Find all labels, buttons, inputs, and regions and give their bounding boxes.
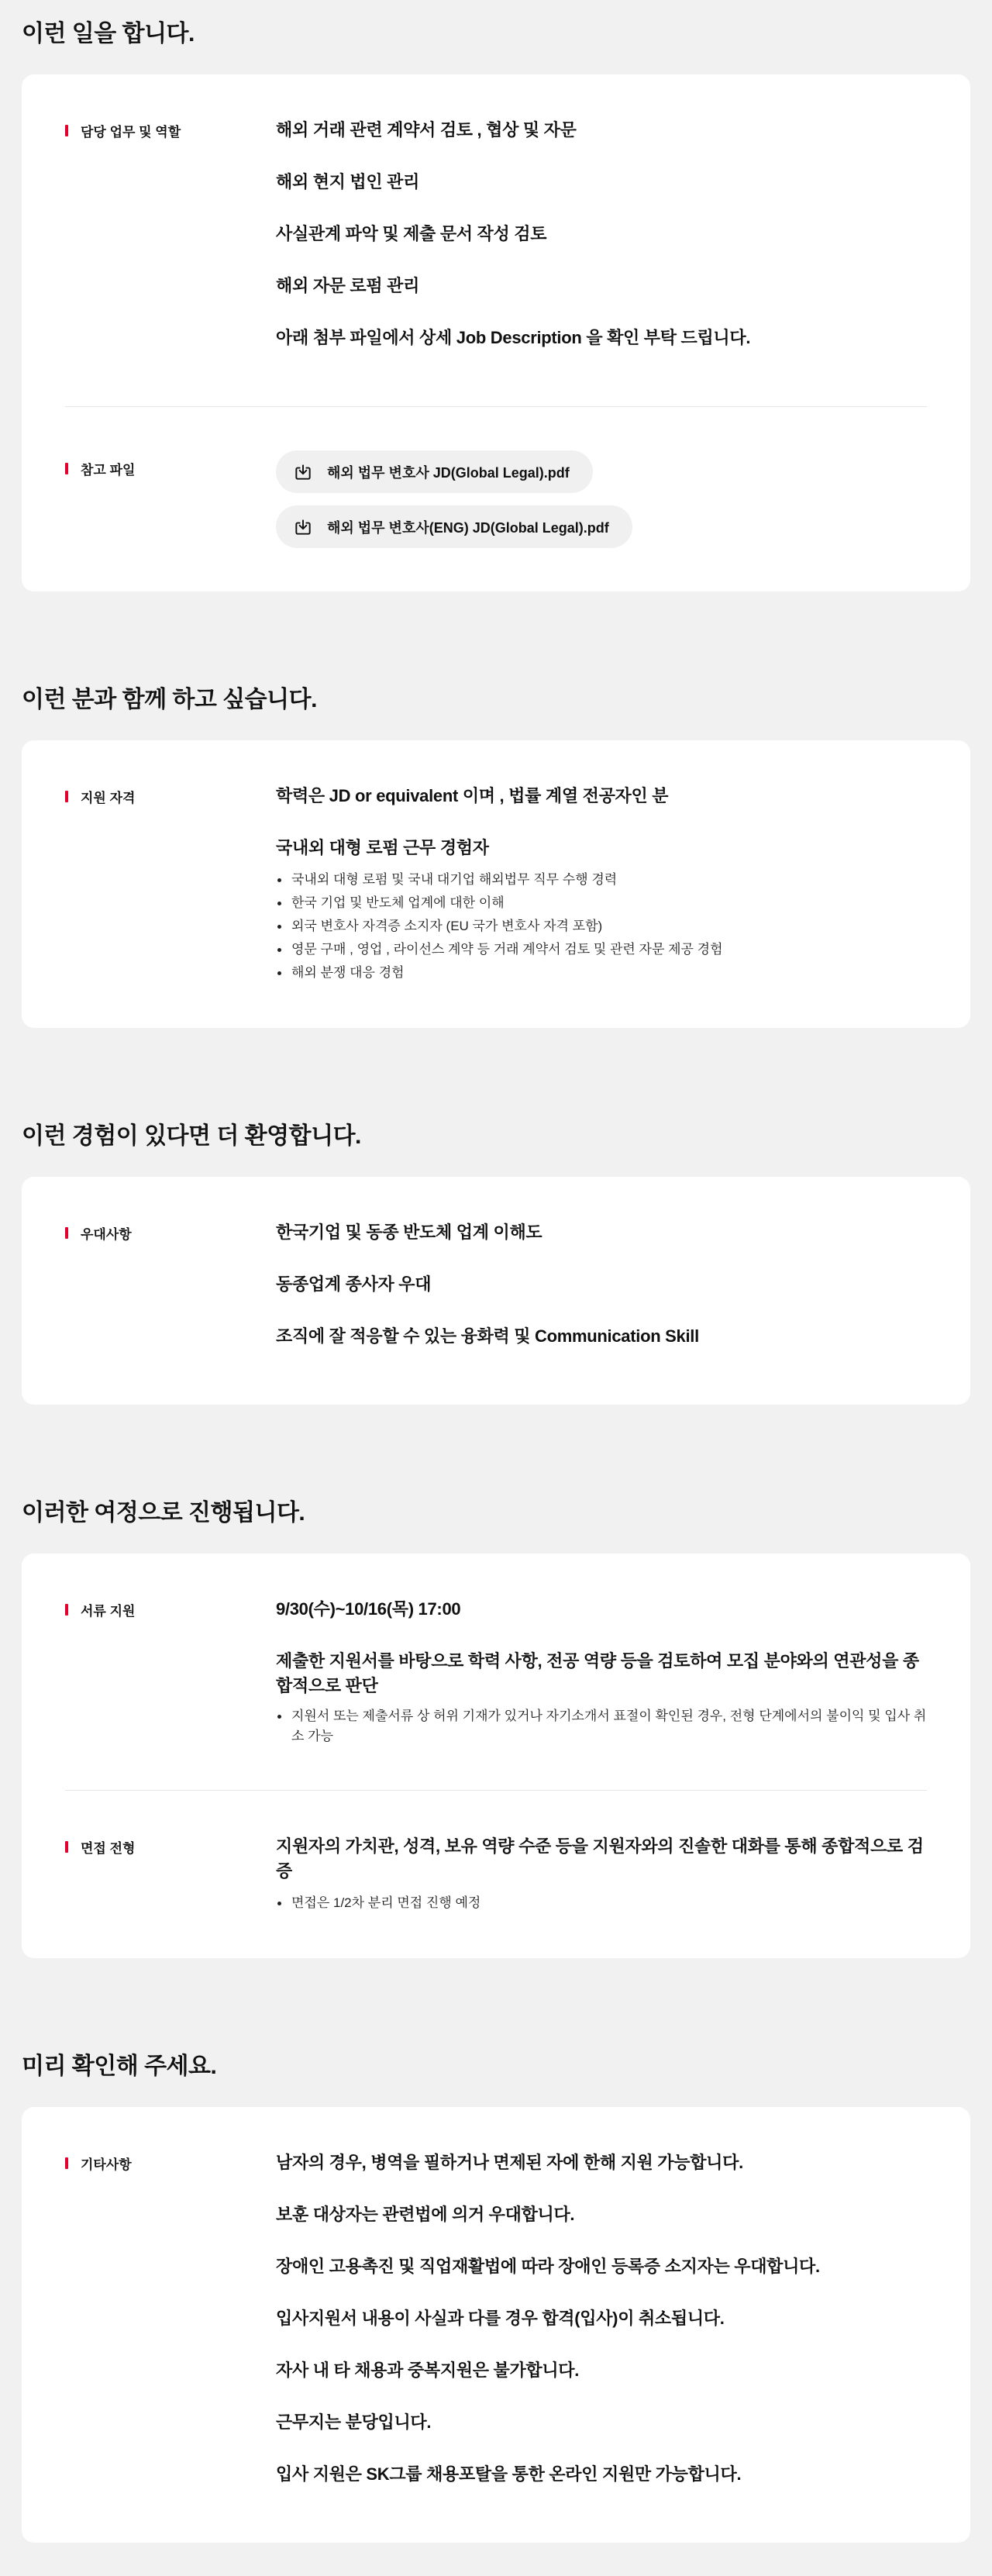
preferred-item: 동종업계 종사자 우대 <box>276 1274 432 1294</box>
notice-item: 입사 지원은 SK그룹 채용포탈을 통한 온라인 지원만 가능합니다. <box>276 2464 742 2484</box>
interview-content <box>276 1834 927 1915</box>
document-review-content <box>276 1597 927 1747</box>
files-content <box>276 450 927 548</box>
notice-item: 보훈 대상자는 관련법에 의거 우대합니다. <box>276 2205 575 2224</box>
preferred-row <box>65 1177 927 1405</box>
label-marker <box>65 1604 68 1616</box>
notice-item: 장애인 고용촉진 및 직업재활법에 따라 장애인 등록증 소지자는 우대합니다. <box>276 2257 820 2276</box>
notice-item: 남자의 경우, 병역을 필하거나 면제된 자에 한해 지원 가능합니다. <box>276 2153 743 2172</box>
process-item: 제출한 지원서를 바탕으로 학력 사항, 전공 역량 등을 검토하여 모집 분야와의 연관성을 종합적으로 판단 <box>276 1651 919 1695</box>
notice-card <box>22 2107 970 2543</box>
preferred-item: 조직에 잘 적응할 수 있는 융화력 및 Communication Skill <box>276 1326 699 1346</box>
label-marker <box>65 791 68 802</box>
files-label <box>65 458 276 478</box>
duty-item: 해외 거래 관련 계약서 검토 , 협상 및 자문 <box>276 120 577 140</box>
file-name: 해외 법무 변호사 JD(Global Legal).pdf <box>327 464 570 481</box>
qualification-bullets <box>276 868 927 985</box>
qualification-content <box>276 784 927 985</box>
process-card <box>22 1554 970 1958</box>
duties-label-text: 담당 업무 및 역할 <box>81 124 181 140</box>
files-row <box>65 406 927 591</box>
bullet-item: 영문 구매 , 영업 , 라이선스 계약 등 거래 계약서 검토 및 관련 자문 제공 경험 <box>276 938 927 961</box>
document-review-bullets <box>276 1706 927 1747</box>
download-icon <box>293 462 313 482</box>
duties-row <box>65 74 927 406</box>
duty-item: 해외 현지 법인 관리 <box>276 172 420 191</box>
qualification-item: 국내외 대형 로펌 근무 경험자 <box>276 838 489 857</box>
interview-bullets <box>276 1891 927 1915</box>
file-name: 해외 법무 변호사(ENG) JD(Global Legal).pdf <box>327 519 609 536</box>
duty-item: 아래 첨부 파일에서 상세 Job Description 을 확인 부탁 드립니다. <box>276 328 751 347</box>
document-review-row <box>65 1554 927 1790</box>
notice-label <box>65 2153 276 2173</box>
files-label-text: 참고 파일 <box>81 462 136 478</box>
preferred-item: 한국기업 및 동종 반도체 업계 이해도 <box>276 1222 542 1242</box>
section-title-job: 이런 일을 합니다. <box>22 21 195 47</box>
duties-content <box>276 118 927 350</box>
qualification-label-text: 지원 자격 <box>81 790 136 805</box>
preferred-content <box>276 1220 927 1349</box>
document-review-label <box>65 1599 276 1619</box>
bullet-item: 해외 분쟁 대응 경험 <box>276 961 927 985</box>
notice-label-text: 기타사항 <box>81 2157 132 2172</box>
file-download-button[interactable] <box>276 450 593 493</box>
section-title-preferred: 이런 경험이 있다면 더 환영합니다. <box>22 1123 361 1149</box>
label-marker <box>65 125 68 136</box>
schedule-text: 9/30(수)~10/16(목) 17:00 <box>276 1599 461 1619</box>
section-title-qualification: 이런 분과 함께 하고 싶습니다. <box>22 687 317 712</box>
bullet-item: 국내외 대형 로펌 및 국내 대기업 해외법무 직무 수행 경력 <box>276 868 927 891</box>
job-card <box>22 74 970 591</box>
qualification-card <box>22 740 970 1028</box>
bullet-item: 지원서 또는 제출서류 상 허위 기재가 있거나 자기소개서 표절이 확인된 경우, 전형 단계에서의 불이익 및 입사 취소 가능 <box>276 1706 927 1747</box>
notice-item: 근무지는 분당입니다. <box>276 2412 432 2432</box>
label-marker <box>65 1841 68 1853</box>
notice-item: 입사지원서 내용이 사실과 다를 경우 합격(입사)이 취소됩니다. <box>276 2309 725 2328</box>
duty-item: 사실관계 파악 및 제출 문서 작성 검토 <box>276 224 547 243</box>
bullet-item: 외국 변호사 자격증 소지자 (EU 국가 변호사 자격 포함) <box>276 915 927 938</box>
qualification-item: 학력은 JD or equivalent 이며 , 법률 계열 전공자인 분 <box>276 786 669 805</box>
label-marker <box>65 463 68 474</box>
duties-label <box>65 120 276 140</box>
section-title-notice: 미리 확인해 주세요. <box>22 2054 217 2079</box>
notice-row <box>65 2107 927 2543</box>
preferred-label-text: 우대사항 <box>81 1226 132 1242</box>
section-title-process: 이러한 여정으로 진행됩니다. <box>22 1500 305 1526</box>
interview-label <box>65 1836 276 1857</box>
qualification-row <box>65 740 927 1028</box>
download-icon <box>293 517 313 537</box>
label-marker <box>65 2157 68 2169</box>
notice-item: 자사 내 타 채용과 중복지원은 불가합니다. <box>276 2360 580 2380</box>
file-download-button[interactable] <box>276 505 632 548</box>
preferred-label <box>65 1222 276 1243</box>
interview-label-text: 면접 전형 <box>81 1840 136 1856</box>
duty-item: 해외 자문 로펌 관리 <box>276 276 420 295</box>
process-item: 지원자의 가치관, 성격, 보유 역량 수준 등을 지원자와의 진솔한 대화를 통해 종합적으로 검증 <box>276 1836 924 1881</box>
bullet-item: 한국 기업 및 반도체 업계에 대한 이해 <box>276 891 927 915</box>
bullet-item: 면접은 1/2차 분리 면접 진행 예정 <box>276 1891 927 1915</box>
interview-row <box>65 1790 927 1958</box>
notice-content <box>276 2150 927 2487</box>
qualification-label <box>65 786 276 806</box>
preferred-card <box>22 1177 970 1405</box>
document-review-label-text: 서류 지원 <box>81 1603 136 1619</box>
label-marker <box>65 1227 68 1239</box>
